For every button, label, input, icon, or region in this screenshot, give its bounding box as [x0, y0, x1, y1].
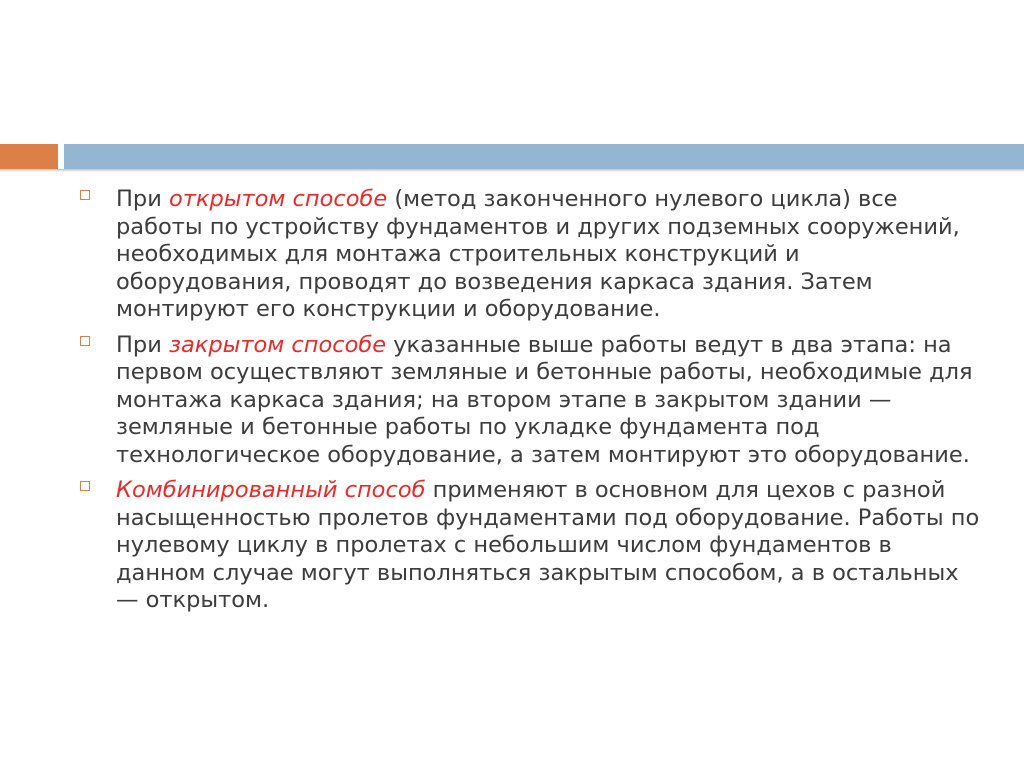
header-band-orange — [0, 144, 58, 169]
bullet-text: применяют в основном для цехов с разной насыщенностью пролетов фундаментами под оборудование. Работы по нулевому циклу в пролетах с небольшим числом фундаментов в данном случае могут выполняться закрытым способом, а в остальных — открытом. — [116, 477, 980, 613]
bullet-lead: При — [116, 186, 169, 212]
bullet-item-closed-method — [80, 332, 980, 470]
bullet-lead: При — [116, 331, 169, 358]
bullet-emphasis: закрытом способе — [168, 331, 387, 358]
square-bullet-icon — [80, 336, 90, 346]
header-band-shadow — [0, 169, 1024, 172]
bullet-item-open-method — [80, 186, 980, 324]
square-bullet-icon — [80, 190, 90, 200]
bullet-list — [80, 186, 980, 623]
bullet-text: указанные выше работы ведут в два этапа: на первом осуществляют земляные и бетонные работы, необходимые для монтажа каркаса здания; на втором этапе в закрытом здании — земляные и бетонные работы по укладке фундамента под технологическое оборудование, а затем монтируют это оборудование. — [116, 331, 973, 468]
header-band-blue — [64, 144, 1024, 169]
bullet-emphasis: открытом способе — [168, 186, 388, 212]
square-bullet-icon — [80, 481, 90, 491]
bullet-text: (метод законченного нулевого цикла) все работы по устройству фундаментов и других подземных сооружений, необходимых для монтажа строительных конструкций и оборудования, проводят до возведения каркаса здания. Затем монтируют его конструкции и оборудование. — [116, 186, 960, 322]
bullet-item-combined-method — [80, 477, 980, 615]
bullet-emphasis: Комбинированный способ — [116, 477, 426, 503]
